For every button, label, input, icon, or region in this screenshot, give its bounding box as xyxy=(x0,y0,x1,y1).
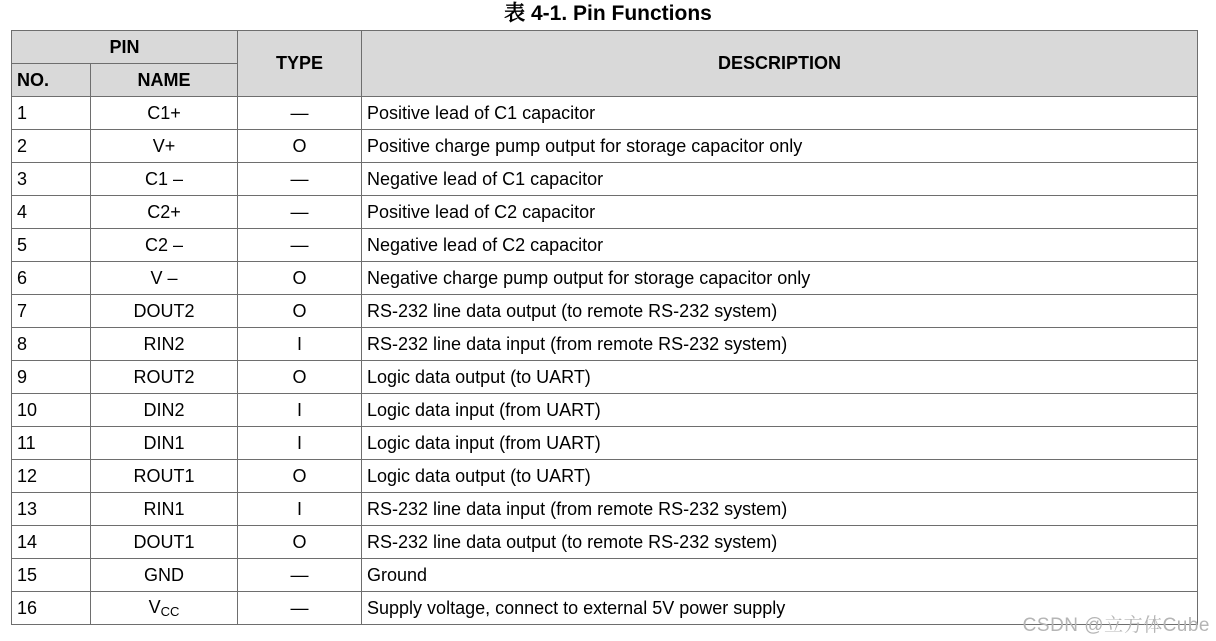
pin-type-cell: O xyxy=(238,361,362,394)
pin-type-cell: — xyxy=(238,97,362,130)
pin-name-cell: C2+ xyxy=(91,196,238,229)
pin-name-cell: RIN1 xyxy=(91,493,238,526)
pin-name-cell: GND xyxy=(91,559,238,592)
pin-description-cell: RS-232 line data output (to remote RS-232 system) xyxy=(362,526,1198,559)
header-description: DESCRIPTION xyxy=(362,31,1198,97)
pin-description-cell: Negative lead of C1 capacitor xyxy=(362,163,1198,196)
pin-description-cell: Logic data output (to UART) xyxy=(362,460,1198,493)
table-row xyxy=(12,460,1198,493)
table-row xyxy=(12,328,1198,361)
table-row xyxy=(12,130,1198,163)
table-row xyxy=(12,295,1198,328)
pin-name-cell: DOUT2 xyxy=(91,295,238,328)
header-type: TYPE xyxy=(238,31,362,97)
pin-number-cell: 2 xyxy=(12,130,91,163)
pin-description-cell: Logic data output (to UART) xyxy=(362,361,1198,394)
table-row xyxy=(12,262,1198,295)
pin-description-cell: Supply voltage, connect to external 5V power supply xyxy=(362,592,1198,625)
table-row xyxy=(12,163,1198,196)
pin-number-cell: 7 xyxy=(12,295,91,328)
pin-type-cell: I xyxy=(238,493,362,526)
pin-type-cell: O xyxy=(238,460,362,493)
pin-number-cell: 12 xyxy=(12,460,91,493)
pin-description-cell: Ground xyxy=(362,559,1198,592)
pin-name-cell xyxy=(91,592,238,625)
pin-name-cell: C1 – xyxy=(91,163,238,196)
pin-type-cell: — xyxy=(238,229,362,262)
header-name: NAME xyxy=(91,64,238,97)
pin-description-cell: Positive charge pump output for storage capacitor only xyxy=(362,130,1198,163)
pin-number-cell: 5 xyxy=(12,229,91,262)
pin-description-cell: Positive lead of C1 capacitor xyxy=(362,97,1198,130)
pin-type-cell: O xyxy=(238,130,362,163)
pin-number-cell: 1 xyxy=(12,97,91,130)
table-row xyxy=(12,559,1198,592)
pin-description-cell: Logic data input (from UART) xyxy=(362,394,1198,427)
pin-number-cell: 10 xyxy=(12,394,91,427)
watermark: CSDN @立方体Cube xyxy=(1022,615,1210,636)
pin-name-cell: RIN2 xyxy=(91,328,238,361)
pin-number-cell: 15 xyxy=(12,559,91,592)
pin-type-cell: — xyxy=(238,196,362,229)
pin-name-text: V xyxy=(148,597,161,617)
header-no: NO. xyxy=(12,64,91,97)
pin-description-cell: RS-232 line data output (to remote RS-232 system) xyxy=(362,295,1198,328)
pin-type-cell: I xyxy=(238,427,362,460)
table-row xyxy=(12,394,1198,427)
pin-description-cell: Logic data input (from UART) xyxy=(362,427,1198,460)
table-row xyxy=(12,97,1198,130)
pin-description-cell: Positive lead of C2 capacitor xyxy=(362,196,1198,229)
pin-number-cell: 9 xyxy=(12,361,91,394)
pin-type-cell: O xyxy=(238,526,362,559)
table-row xyxy=(12,493,1198,526)
pin-name-cell: DIN2 xyxy=(91,394,238,427)
pin-number-cell: 14 xyxy=(12,526,91,559)
pin-type-cell: I xyxy=(238,394,362,427)
pin-number-cell: 4 xyxy=(12,196,91,229)
pin-number-cell: 3 xyxy=(12,163,91,196)
pin-name-cell: C2 – xyxy=(91,229,238,262)
pin-type-cell: — xyxy=(238,592,362,625)
pin-name-cell: V – xyxy=(91,262,238,295)
table-row xyxy=(12,196,1198,229)
pin-type-cell: — xyxy=(238,163,362,196)
pin-name-cell: V+ xyxy=(91,130,238,163)
pin-number-cell: 11 xyxy=(12,427,91,460)
pin-description-cell: RS-232 line data input (from remote RS-232 system) xyxy=(362,328,1198,361)
pin-number-cell: 13 xyxy=(12,493,91,526)
pin-type-cell: O xyxy=(238,295,362,328)
pin-description-cell: RS-232 line data input (from remote RS-232 system) xyxy=(362,493,1198,526)
pin-name-subscript: CC xyxy=(160,604,180,619)
pin-description-cell: Negative lead of C2 capacitor xyxy=(362,229,1198,262)
pin-name-cell: DOUT1 xyxy=(91,526,238,559)
pin-number-cell: 16 xyxy=(12,592,91,625)
pin-description-cell: Negative charge pump output for storage capacitor only xyxy=(362,262,1198,295)
table-row xyxy=(12,427,1198,460)
pin-name-cell: DIN1 xyxy=(91,427,238,460)
pin-name-cell: ROUT2 xyxy=(91,361,238,394)
pin-type-cell: — xyxy=(238,559,362,592)
table-row xyxy=(12,361,1198,394)
pin-type-cell: O xyxy=(238,262,362,295)
pin-functions-table xyxy=(11,30,1198,625)
table-row xyxy=(12,592,1198,625)
pin-name-cell: ROUT1 xyxy=(91,460,238,493)
table-row xyxy=(12,526,1198,559)
pin-number-cell: 8 xyxy=(12,328,91,361)
pin-type-cell: I xyxy=(238,328,362,361)
table-row xyxy=(12,229,1198,262)
table-caption: 表 4-1. Pin Functions xyxy=(504,2,712,25)
pin-name-cell: C1+ xyxy=(91,97,238,130)
pin-number-cell: 6 xyxy=(12,262,91,295)
header-pin: PIN xyxy=(12,31,238,64)
